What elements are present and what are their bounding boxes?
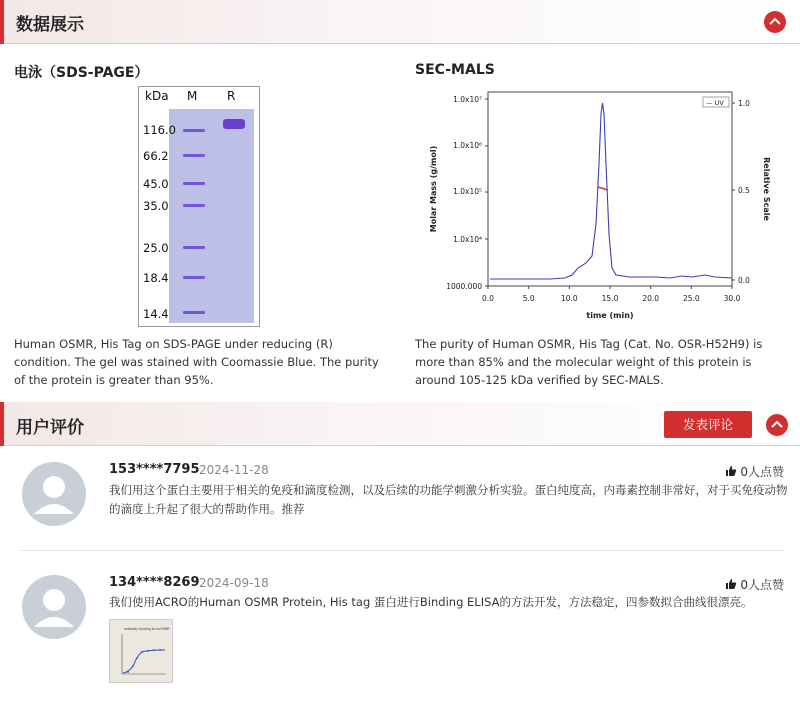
marker-band	[183, 154, 205, 157]
gel-lane-r-label: R	[227, 89, 236, 103]
review-attachment-thumbnail[interactable]	[109, 619, 173, 683]
collapse-reviews-section-button[interactable]	[766, 414, 788, 436]
post-review-button[interactable]: 发表评论	[664, 411, 752, 438]
x-tick-label: 0.0	[482, 294, 494, 303]
sds-page-caption: Human OSMR, His Tag on SDS-PAGE under reducing (R) condition. The gel was stained with Coomassie Blue. The purity of the protein is greater than 95%.	[14, 337, 379, 387]
elisa-curve-thumbnail	[110, 620, 173, 683]
marker-label: 45.0	[143, 177, 169, 191]
marker-band	[183, 246, 205, 249]
y-tick-label: 1000.000	[446, 282, 482, 291]
y-tick-label: 1.0x10⁵	[453, 187, 482, 196]
sec-y-axis-label: Molar Mass (g/mol)	[429, 145, 438, 233]
thumbnail-title: antibody binding to huOSMR	[124, 627, 170, 631]
like-count: 0人点赞	[740, 465, 784, 479]
review-text: 我们使用ACRO的Human OSMR Protein, His tag 蛋白进行Binding ELISA的方法开发，方法稳定，四参数拟合曲线很漂亮。	[109, 595, 753, 609]
marker-band	[183, 182, 205, 185]
x-tick-label: 20.0	[642, 294, 660, 303]
gel-lane-m-label: M	[187, 89, 198, 103]
marker-band	[183, 276, 205, 279]
avatar	[22, 462, 86, 526]
marker-label: 35.0	[143, 199, 169, 213]
review-username: 134****8269	[109, 575, 200, 590]
sec-mals-title: SEC-MALS	[415, 62, 495, 78]
marker-label: 14.4	[143, 307, 169, 321]
data-section-header	[0, 0, 800, 44]
sec-plot-frame	[488, 92, 732, 286]
x-tick-label: 30.0	[723, 294, 741, 303]
sds-page-title: 电泳（SDS-PAGE）	[14, 65, 149, 81]
review-date: 2024-11-28	[199, 463, 269, 477]
marker-band	[183, 311, 205, 314]
review-text: 我们用这个蛋白主要用于相关的免疫和滴度检测，以及后续的功能学刺激分析实验。蛋白纯度高，内毒素控制非常好，对于买免疫动物的滴度上升起了很大的帮助作用。推荐	[109, 483, 788, 516]
avatar	[22, 575, 86, 639]
chevron-up-icon	[771, 420, 783, 430]
review-date: 2024-09-18	[199, 576, 269, 590]
y2-tick-label: 0.0	[738, 276, 750, 285]
like-count: 0人点赞	[740, 578, 784, 592]
y-tick-label: 1.0x10⁴	[453, 235, 482, 244]
sec-legend-uv: — UV	[706, 99, 724, 107]
user-avatar-icon	[22, 575, 86, 639]
marker-band	[183, 129, 205, 132]
x-tick-label: 10.0	[560, 294, 578, 303]
sec-mals-chart	[420, 84, 780, 324]
thumbs-up-icon	[725, 578, 737, 590]
user-avatar-icon	[22, 462, 86, 526]
like-button[interactable]	[725, 463, 784, 480]
review-username: 153****7795	[109, 462, 200, 477]
like-button[interactable]	[725, 576, 784, 593]
header-accent-bar	[0, 402, 4, 446]
y2-tick-label: 0.5	[738, 186, 750, 195]
y-tick-label: 1.0x10⁷	[453, 95, 482, 104]
marker-label: 18.4	[143, 271, 169, 285]
review-divider	[20, 550, 784, 551]
gel-kda-label: kDa	[145, 89, 169, 103]
sec-mals-caption: The purity of Human OSMR, His Tag (Cat. No. OSR-H52H9) is more than 85% and the molecular weight of this protein is around 105-125 kDa verified by SEC-MALS.	[415, 337, 763, 387]
gel-lane-background	[169, 109, 254, 323]
sec-y2-axis-label: Relative Scale	[762, 157, 771, 221]
marker-label: 25.0	[143, 241, 169, 255]
y2-tick-label: 1.0	[738, 99, 750, 108]
data-section-title: 数据展示	[16, 15, 84, 35]
collapse-data-section-button[interactable]	[764, 11, 786, 33]
x-tick-label: 25.0	[682, 294, 700, 303]
sample-band	[223, 119, 245, 129]
chevron-up-icon	[769, 17, 781, 27]
sec-x-axis-label: time (min)	[586, 311, 634, 320]
sds-page-gel-image	[138, 86, 260, 327]
thumbs-up-icon	[725, 465, 737, 477]
marker-band	[183, 204, 205, 207]
marker-label: 66.2	[143, 149, 169, 163]
x-tick-label: 5.0	[522, 294, 535, 303]
y-tick-label: 1.0x10⁶	[453, 141, 482, 150]
header-accent-bar	[0, 0, 4, 44]
x-tick-label: 15.0	[601, 294, 619, 303]
marker-label: 116.0	[143, 123, 176, 137]
reviews-section-title: 用户评价	[16, 418, 84, 438]
